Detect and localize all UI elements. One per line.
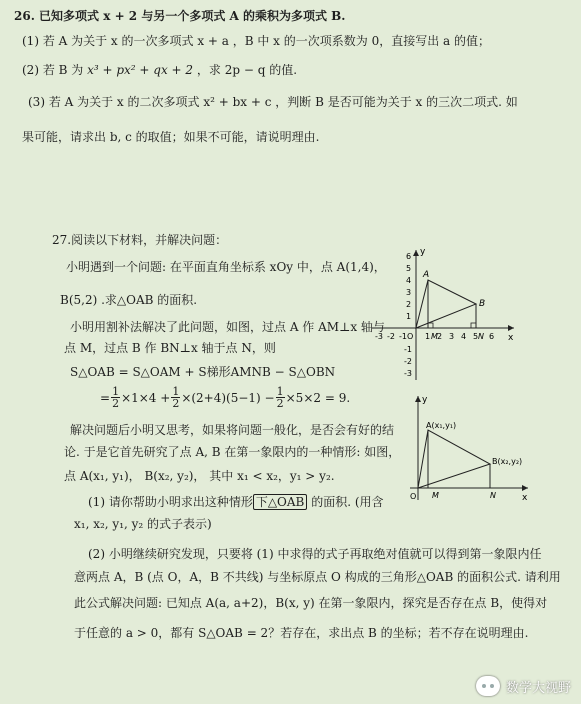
q27-line7: 点 A(x₁, y₁)， B(x₂, y₂)， 其中 x₁ < x₂，y₁ > y₂. [64,469,335,483]
formula2-eq: = [100,390,111,405]
coordinate-graph-1 [368,244,518,384]
wechat-icon [476,676,500,696]
graph2-label-M: M [432,491,439,500]
graph1-ytick: -2 [404,357,412,366]
graph1-xtick: -1 [399,332,407,341]
graph1-xtick: 5 [473,332,479,341]
q26-part2-pre: (2) 若 B 为 [22,63,88,77]
coordinate-graph-2 [404,392,534,504]
graph1-xtick: 2 [437,332,443,341]
q27-heading: 27.阅读以下材料，并解决问题： [52,233,228,247]
graph1-right-angle-N [471,323,476,328]
fraction-den: 2 [172,397,180,410]
graph1-origin-label: O [407,332,414,341]
graph1-ytick: 5 [406,264,412,273]
watermark [476,676,571,696]
q26-part3-line1: (3) 若 A 为关于 x 的二次多项式 x² + bx + c ，判断 B 是否可能为关于 x 的三次二项式. 如 [28,95,518,109]
sub1-boxed: 下△OAB [253,494,308,510]
graph1-label-B: B [479,299,486,309]
q27-line1: 小明遇到一个问题: 在平面直角坐标系 xOy 中，点 A(1,4)， [66,260,386,274]
graph1-xtick: 4 [461,332,467,341]
formula2-term3: ×5×2 = 9. [285,390,351,405]
q27-formula2 [100,386,350,409]
q27-line5: 解决问题后小明又思考，如果将问题一般化，是否会有好的结 [70,423,395,437]
graph2-y-arrow [415,396,421,402]
graph2-label-A: A(x₁,y₁) [426,421,457,430]
q27-sub2-line4: 于任意的 a > 0，都有 S△OAB = 2？若存在，求出点 B 的坐标；若不存在说明理由. [74,626,529,640]
q27-line3: 小明用割补法解决了此问题，如图，过点 A 作 AM⊥x 轴与 [70,320,385,334]
graph2-label-B: B(x₂,y₂) [492,457,523,466]
q27-sub2-line1: (2) 小明继续研究发现，只要将 (1) 中求得的式子再取绝对值就可以得到第一象限内任 [88,547,542,561]
graph1-label-M: M [431,332,438,341]
fraction-half-1 [111,386,120,409]
graph2-x-label: x [522,493,528,503]
graph2-x-arrow [522,485,528,491]
fraction-num: 1 [276,385,284,398]
graph1-triangle-OAB [416,280,476,328]
graph1-label-N: N [478,332,484,341]
fraction-num: 1 [112,385,120,398]
graph1-ytick: 6 [406,252,412,261]
graph1-ytick: -1 [404,345,412,354]
graph1-y-arrow [413,250,419,256]
graph2-label-N: N [490,491,496,500]
fraction-half-2 [171,386,180,409]
q26-part3-line2: 果可能，请求出 b, c 的取值；如果不可能，请说明理由. [22,130,320,144]
formula2-term1: ×1×4 + [121,390,171,405]
q27-formula1: S△OAB = S△OAM + S梯形AMNB − S△OBN [70,365,336,379]
formula2-term2: ×(2+4)(5−1) − [181,390,275,405]
graph1-xtick: -3 [375,332,383,341]
graph2-y-label: y [422,395,428,405]
fraction-den: 2 [276,397,284,410]
graph1-right-angle-M [428,323,433,328]
graph2-triangle-OAB [418,430,490,488]
q26-part1: (1) 若 A 为关于 x 的一次多项式 x + a ，B 中 x 的一次项系数为 0，直接写出 a 的值； [22,34,491,48]
q27-line2: B(5,2) .求△OAB 的面积. [60,293,198,307]
graph1-y-label: y [420,247,426,257]
q27-sub1-line2: x₁, x₂, y₁, y₂ 的式子表示) [74,517,212,531]
graph1-ytick: 4 [406,276,412,285]
q27-sub2-line3: 此公式解决问题: 已知点 A(a, a+2)，B(x, y) 在第一象限内，探究是否存在点 B，使得对 [74,596,548,610]
fraction-num: 1 [172,385,180,398]
graph1-ytick: 1 [406,312,412,321]
q27-sub1-line1 [88,496,384,508]
graph1-xtick: 3 [449,332,455,341]
q27-line6: 论. 于是它首先研究了点 A, B 在第一象限内的一种情形: 如图， [64,445,401,459]
graph2-origin-label: O [410,492,417,501]
sub1-pre: (1) 请你帮助小明求出这种情形 [88,495,253,509]
graph1-x-label: x [508,333,514,343]
q26-stem: 26. 已知多项式 x + 2 与另一个多项式 A 的乘积为多项式 B. [14,9,346,23]
q27-sub2-line2: 意两点 A，B (点 O，A，B 不共线) 与坐标原点 O 构成的三角形△OAB 的面积公式. 请利用 [74,570,561,584]
fraction-half-3 [276,386,285,409]
graph1-ytick: 3 [406,288,412,297]
q26-part2-post: ，求 2p − q 的值. [193,63,298,77]
q27-line4: 点 M，过点 B 作 BN⊥x 轴于点 N，则 [64,341,276,355]
graph1-label-A: A [423,270,430,280]
graph1-x-arrow [508,325,514,331]
q26-part2 [22,64,297,76]
q26-part2-math: x³ + px² + qx + 2 [87,63,194,77]
graph1-xtick: -2 [387,332,395,341]
graph1-xtick: 6 [489,332,495,341]
graph1-xtick: 1 [425,332,431,341]
graph1-ytick: 2 [406,300,412,309]
sub1-post: 的面积. (用含 [307,495,384,509]
fraction-den: 2 [112,397,120,410]
watermark-label: 数学大视野 [505,680,571,696]
graph1-ytick: -3 [404,369,412,378]
